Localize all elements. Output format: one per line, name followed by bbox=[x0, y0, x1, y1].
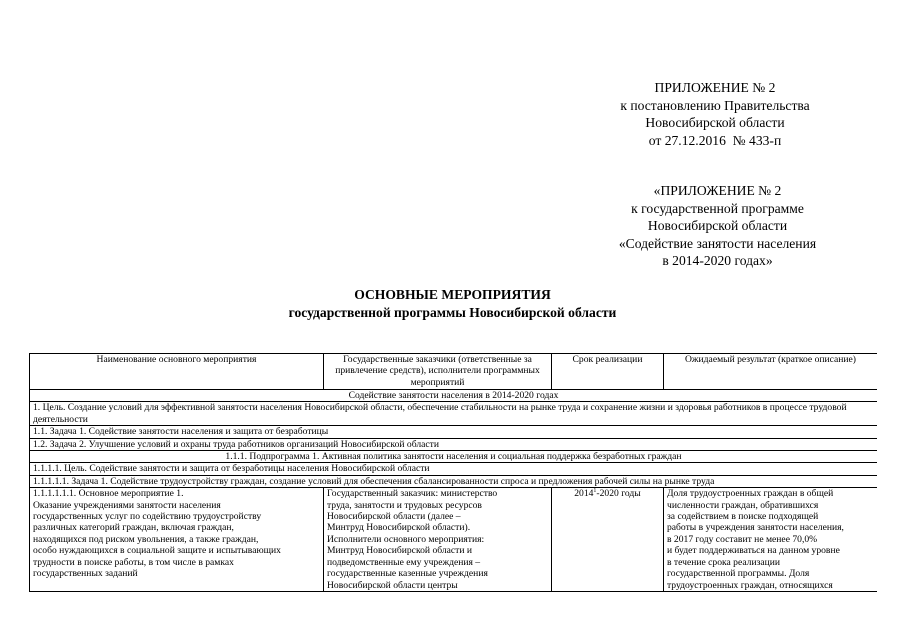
activity-customer-line: подведомственные ему учреждения – bbox=[327, 556, 481, 568]
appendix-line: «Содействие занятости населения bbox=[618, 235, 817, 251]
activity-result-line: в течение срока реализации bbox=[667, 556, 781, 568]
activity-result-line: в 2017 году составит не менее 70,0% bbox=[667, 533, 818, 545]
table-row bbox=[30, 451, 878, 463]
activity-name-line: государственных услуг по содействию трудоустройству bbox=[33, 511, 262, 523]
appendix-line: Новосибирской области bbox=[647, 218, 788, 233]
activity-customer-line: Исполнители основного мероприятия: bbox=[327, 533, 485, 545]
activity-name-line: различных категорий граждан, включая граждан, bbox=[33, 522, 234, 534]
activity-customer-cell bbox=[324, 488, 552, 592]
appendix-line: к постановлению Правительства bbox=[620, 97, 810, 113]
activities-table-wrapper bbox=[29, 353, 877, 640]
activity-customer-line: Минтруд Новосибирской области и bbox=[327, 545, 473, 557]
table-row bbox=[30, 463, 878, 475]
activity-name-line: трудности в поиске работы, в том числе в рамках bbox=[33, 556, 234, 568]
term-end: -2020 годы bbox=[596, 488, 641, 500]
activity-customer-line: труда, занятости и трудовых ресурсов bbox=[327, 499, 482, 511]
activity-result-line: численности граждан, обратившихся bbox=[667, 499, 819, 511]
subgoal-row: 1.1.1.1. Цель. Содействие занятости и защита от безработицы населения Новосибирской области bbox=[30, 463, 878, 475]
table-row bbox=[30, 426, 878, 438]
activity-name-cell bbox=[30, 488, 324, 592]
activity-result-line: государственной программы. Доля bbox=[667, 568, 810, 580]
table-row bbox=[30, 488, 878, 592]
activity-result-line: трудоустроенных граждан, относящихся bbox=[667, 579, 833, 591]
table-row bbox=[30, 402, 878, 426]
title-line-2: государственной программы Новосибирской области bbox=[288, 304, 617, 320]
appendix-line: «ПРИЛОЖЕНИЕ № 2 bbox=[653, 183, 782, 198]
appendix-line: Новосибирской области bbox=[645, 115, 785, 130]
task2-row: 1.2. Задача 2. Улучшение условий и охраны труда работников организаций Новосибирской области bbox=[30, 438, 878, 450]
header-result: Ожидаемый результат (краткое описание) bbox=[664, 354, 878, 390]
header-customers: Государственные заказчики (ответственные за привлечение средств), исполнители программных мероприятий bbox=[324, 354, 552, 390]
activity-term-cell bbox=[552, 488, 664, 592]
activity-customer-line: государственные казенные учреждения bbox=[327, 568, 488, 580]
activity-result-line: работы в учреждения занятости населения, bbox=[667, 522, 844, 534]
activity-customer-line: Новосибирской области (далее – bbox=[327, 511, 461, 523]
activity-result-line: Доля трудоустроенных граждан в общей bbox=[667, 488, 834, 500]
appendix-line: в 2014-2020 годах» bbox=[662, 253, 773, 268]
activity-name-line: Оказание учреждениями занятости населения bbox=[33, 499, 221, 511]
activity-customer-line: Минтруд Новосибирской области). bbox=[327, 522, 471, 534]
activity-name-line: государственных заданий bbox=[33, 568, 138, 580]
activity-customer-line: Государственный заказчик: министерство bbox=[327, 488, 498, 500]
activity-customer-line: Новосибирской области центры bbox=[327, 579, 458, 591]
subtask-row: 1.1.1.1.1. Задача 1. Содействие трудоустройству граждан, создание условий для обеспечения сбалансированности спроса и предложения рабочей силы на рынке труда bbox=[30, 475, 878, 487]
table-row bbox=[30, 390, 878, 402]
appendix-header-resolution bbox=[600, 79, 830, 149]
activity-name-line: особо нуждающихся в социальной защите и испытывающих bbox=[33, 545, 281, 557]
table-header-row bbox=[30, 354, 878, 390]
table-row bbox=[30, 475, 878, 487]
appendix-line: ПРИЛОЖЕНИЕ № 2 bbox=[654, 80, 776, 95]
document-title bbox=[0, 286, 905, 321]
goal-row: 1. Цель. Создание условий для эффективной занятости населения Новосибирской области, обеспечение стабильности на рынке труда и сохранение жизни и здоровья работников в процессе трудовой деятельности bbox=[30, 402, 878, 426]
activity-name-line: 1.1.1.1.1.1. Основное мероприятие 1. bbox=[33, 488, 184, 500]
activity-name-line: находящихся под риском увольнения, а также граждан, bbox=[33, 533, 259, 545]
program-row: Содействие занятости населения в 2014-2020 годах bbox=[30, 390, 878, 402]
table-row bbox=[30, 438, 878, 450]
task1-row: 1.1. Задача 1. Содействие занятости населения и защита от безработицы bbox=[30, 426, 878, 438]
header-name: Наименование основного мероприятия bbox=[30, 354, 324, 390]
subprogram-row: 1.1.1. Подпрограмма 1. Активная политика занятости населения и социальная поддержка безработных граждан bbox=[30, 451, 878, 463]
activities-table bbox=[29, 353, 877, 592]
appendix-header-program bbox=[600, 182, 835, 270]
activity-result-cell bbox=[664, 488, 878, 592]
appendix-line: от 27.12.2016 № 433-п bbox=[648, 132, 782, 148]
header-term: Срок реализации bbox=[552, 354, 664, 390]
term-start: 2014 bbox=[574, 488, 594, 500]
title-line-1: ОСНОВНЫЕ МЕРОПРИЯТИЯ bbox=[354, 287, 551, 302]
activity-result-line: и будет поддерживаться на данном уровне bbox=[667, 545, 840, 557]
appendix-line: к государственной программе bbox=[631, 200, 804, 216]
term-footnote-mark: 1 bbox=[593, 488, 597, 495]
activity-result-line: за содействием в поиске подходящей bbox=[667, 511, 819, 523]
